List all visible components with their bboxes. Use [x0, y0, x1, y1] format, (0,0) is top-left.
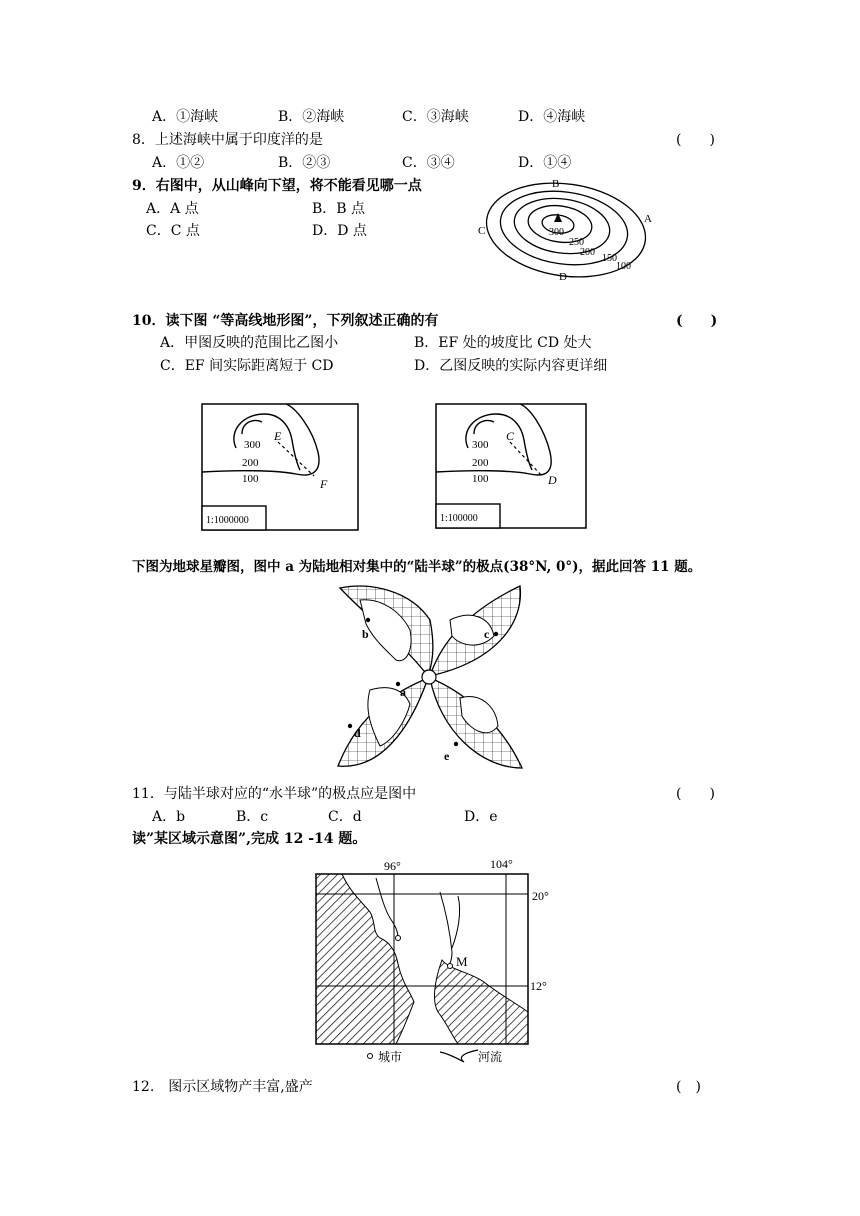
contour-label-100: 100	[616, 261, 631, 272]
label-e: e	[444, 749, 450, 763]
point-e-dot	[454, 742, 458, 746]
map1-contour-100: 100	[242, 473, 259, 485]
q11-option-d: D．e	[464, 809, 498, 825]
latitude-12: 12°	[530, 979, 547, 993]
star-petal-map	[330, 580, 530, 772]
q9-option-c: C．C 点	[146, 223, 200, 239]
sea-east	[435, 960, 528, 1044]
q10-option-c: C．EF 间实际距离短于 CD	[160, 358, 334, 374]
legend-city-text: 城市	[378, 1050, 403, 1064]
contour-map-2	[430, 400, 590, 530]
q8-answer-paren: ( )	[676, 132, 715, 148]
longitude-96: 96°	[384, 859, 401, 873]
q7-option-d: D．④海峡	[518, 109, 586, 125]
contour-200	[511, 193, 614, 260]
map1-scale: 1:1000000	[206, 515, 249, 526]
q9-option-d: D．D 点	[312, 223, 367, 239]
q12-answer-paren: ( )	[676, 1079, 701, 1095]
region-map	[300, 852, 570, 1068]
city-m-label: M	[456, 954, 468, 969]
q10-option-d: D．乙图反映的实际内容更详细	[414, 358, 608, 374]
q11-option-a: A．b	[152, 809, 186, 825]
point-d-label: D	[559, 271, 567, 283]
q10-option-a: A．甲图反映的范围比乙图小	[160, 335, 339, 351]
longitude-104: 104°	[490, 857, 513, 871]
city-m-dot	[448, 964, 453, 969]
map2-contour-300: 300	[472, 439, 489, 451]
label-d: d	[354, 726, 361, 740]
map2-contour-100: 100	[472, 473, 489, 485]
contour-label-150: 150	[602, 253, 617, 264]
q9-contour-figure	[474, 172, 674, 287]
city-west-dot	[396, 936, 401, 941]
q8-option-d: D．①④	[518, 155, 572, 171]
q11-answer-paren: ( )	[676, 786, 715, 802]
point-c-dot	[494, 632, 498, 636]
point-b-label: B	[552, 178, 560, 190]
q12-stem: 12. 图示区域物产丰富,盛产	[132, 1079, 313, 1095]
contour-label-250: 250	[569, 237, 584, 248]
latitude-20: 20°	[532, 889, 549, 903]
q9-option-b: B．B 点	[312, 201, 366, 217]
map2-point-c: C	[506, 429, 515, 443]
q8-option-a: A．①②	[152, 155, 205, 171]
map2-point-d: D	[548, 473, 557, 487]
legend-city-icon	[368, 1054, 373, 1059]
contour-map-1	[196, 400, 362, 532]
contour-label-300: 300	[549, 227, 564, 238]
q7-option-c: C．③海峡	[402, 109, 469, 125]
label-c: c	[484, 627, 490, 641]
point-a-label: A	[644, 213, 652, 225]
point-d-dot	[348, 724, 352, 728]
map2-contour-200: 200	[472, 457, 489, 469]
q11-option-b: B．c	[236, 809, 269, 825]
map1-point-e: E	[274, 429, 282, 443]
region-map-intro: 读”某区域示意图”,完成 12 -14 题。	[132, 831, 367, 847]
q10-stem: 10．读下图 “等高线地形图”，下列叙述正确的有	[132, 313, 439, 329]
q8-stem: 8．上述海峡中属于印度洋的是	[132, 132, 323, 148]
map1-point-f: F	[320, 477, 328, 491]
q7-option-a: A．①海峡	[152, 109, 219, 125]
q9-option-a: A．A 点	[146, 201, 199, 217]
contour-label-200: 200	[580, 247, 595, 258]
star-map-intro: 下图为地球星瓣图，图中 a 为陆地相对集中的“陆半球”的极点(38°N, 0°)，据此回答 11 题。	[132, 559, 702, 575]
legend-river-icon	[440, 1050, 478, 1062]
q7-option-b: B．②海峡	[278, 109, 345, 125]
label-a: a	[400, 685, 406, 699]
q9-stem: 9．右图中，从山峰向下望，将不能看见哪一点	[132, 178, 422, 194]
q10-option-b: B．EF 处的坡度比 CD 处大	[414, 335, 592, 351]
map1-contour-200: 200	[242, 457, 259, 469]
q11-option-c: C．d	[328, 809, 362, 825]
map1-contour-300: 300	[244, 439, 261, 451]
point-c-label: C	[478, 225, 486, 237]
q8-option-b: B．②③	[278, 155, 331, 171]
point-b-dot	[366, 618, 370, 622]
label-b: b	[362, 627, 369, 641]
q10-answer-paren: ( )	[676, 313, 718, 329]
q11-stem: 11．与陆半球对应的“水半球”的极点应是图中	[132, 786, 417, 802]
q8-option-c: C．③④	[402, 155, 455, 171]
sea-west	[316, 874, 414, 1044]
map2-scale: 1:100000	[440, 513, 478, 524]
legend-river-text: 河流	[478, 1050, 503, 1064]
